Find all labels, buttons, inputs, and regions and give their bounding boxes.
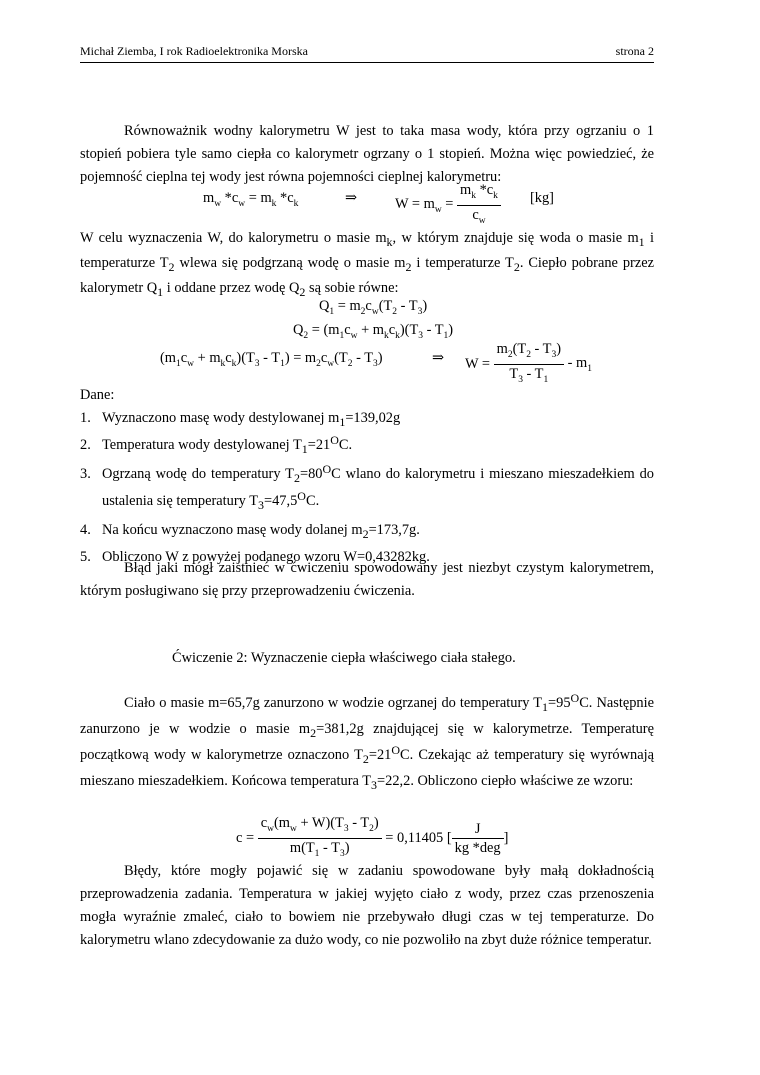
equation-heat-capacity (203, 190, 298, 209)
paragraph-method (80, 226, 654, 301)
eq1-unit: [kg] (530, 190, 554, 206)
exercise-2-title: Ćwiczenie 2: Wyznaczenie ciepła właściwego ciała stałego. (172, 650, 516, 666)
eq3-result: = 0,11405 (385, 829, 444, 846)
equation-W: $W = m_w$ = $\frac{m_k *c_k}{c_w}$ (395, 181, 501, 230)
list-item: 2. Temperatura wody destylowanej $T_1=21^OC$. (80, 433, 353, 456)
equation-Q2: $Q_2 = (m_1c_w + m_kc_k)(T_3 - T_1)$ (293, 322, 454, 341)
paragraph-errors-2 (80, 860, 654, 952)
header-author: Michał Ziemba, I rok Radioelektronika Morska (80, 44, 308, 58)
intro-text: Równoważnik wodny kalorymetru W jest to taka masa wody, która przy ogrzaniu o 1 stopień pobiera tyle samo ciepła co kalorymetr ogrzany o 1 stopień. Można więc powiedzieć, że pojemność cieplna tej wody jest równa pojemności cieplnej kalorymetru: (80, 123, 654, 185)
errors-1-text: Błąd jaki mógł zaistnieć w ćwiczeniu spowodowany jest niezbyt czystym kalorymetrem, którym posługiwano się przy przeprowadzeniu ćwiczenia. (80, 560, 654, 599)
eq2-arrow: ⇒ (432, 350, 445, 366)
eq1-lhs: $m_w$ $*c_w = m_k$ $*c_k$ (203, 190, 299, 209)
page-header (80, 44, 654, 62)
list-item: 5. Obliczono W z powyżej podanego wzoru W=0,43282kg. (80, 549, 430, 565)
eq2-fraction: $\frac{m_2(T_2 - T_3)}{T_3 - T_1}$ (494, 340, 564, 389)
paragraph-errors-1 (80, 557, 654, 603)
given-list (80, 407, 654, 569)
eq1-fraction: $\frac{m_k *c_k}{c_w}$ (457, 181, 501, 230)
equation-balance: $(m_1c_w + m_kc_k)(T_3 - T_1) = m_2c_w(T_2 - T_3)$ (160, 350, 383, 369)
equation-specific-heat: c = $\frac{c_w(m_w + W)(T_3 - T_2)}{m(T_1 - T_3)}$ = 0,11405 [ $\frac{J}{\text{kg *deg}}$ ] (236, 814, 508, 863)
list-item: 1. Wyznaczono masę wody destylowanej $m_1=139,02g$ (80, 410, 401, 429)
paragraph-exercise-2 (80, 690, 654, 794)
eq1-arrow: ⇒ (345, 190, 358, 206)
list-item: 4. Na końcu wyznaczono masę wody dolanej $m_2=173,7g$. (80, 522, 420, 541)
paragraph-intro (80, 120, 654, 189)
given-data (80, 384, 654, 573)
eq3-unit: $\frac{J}{\text{kg *deg}}$ (452, 820, 504, 857)
equation-Q1: $Q_1 = m_2c_w(T_2 - T_3)$ (319, 298, 428, 317)
errors-2-text: Błędy, które mogły pojawić się w zadaniu spowodowane były małą dokładnością przeprowadzenia zadania. Temperatura w jakiej wyjęto ciało z wody, przez czas przenoszenia mogła wyraźnie zmaleć, ciało to bowiem nie przebywało długi czas w tej temperaturze. Do kalorymetru wlano zdecydowanie za dużo wody, co nie pozwoliło na zbyt duże różnice temperatur. (80, 863, 654, 948)
equation-W-result: W = $\frac{m_2(T_2 - T_3)}{T_3 - T_1}$ - $m_1$ (465, 340, 592, 389)
method-text: W celu wyznaczenia W, do kalorymetru o masie $m_k$, w którym znajduje się woda o masie $m_1$ i temperaturze $T_2$ wlewa się podgrzaną wodę o masie $m_2$ i temperaturze $T_2$. Ciepło pobrane przez kalorymetr $Q_1$ i oddane przez wodę $Q_2$ są sobie równe: (80, 230, 654, 299)
header-rule (80, 62, 654, 63)
header-page-number: strona 2 (615, 44, 654, 58)
exercise-2-text: Ciało o masie m=65,7g zanurzono w wodzie ogrzanej do temperatury $T_1=95^OC$. Następnie zanurzono je w wodzie o masie $m_2=381,2g$ znajdującej się w kalorymetrze. Temperaturę początkową wody w kalorymetrze oznaczono $T_2=21^OC$. Czekając aż temperatury się wyrównają mieszano mieszadełkiem. Końcowa temperatura $T_3=22,2$. Obliczono ciepło właściwe ze wzoru: (80, 691, 654, 792)
list-item: 3. Ogrzaną wodę do temperatury $T_2=80^OC$ wlano do kalorymetru i mieszano mieszadełkiem do ustalenia się temperatury $T_3=47,5^OC$. (80, 462, 654, 512)
eq3-fraction: $\frac{c_w(m_w + W)(T_3 - T_2)}{m(T_1 - T_3)}$ (258, 814, 382, 863)
given-label: Dane: (80, 387, 115, 403)
